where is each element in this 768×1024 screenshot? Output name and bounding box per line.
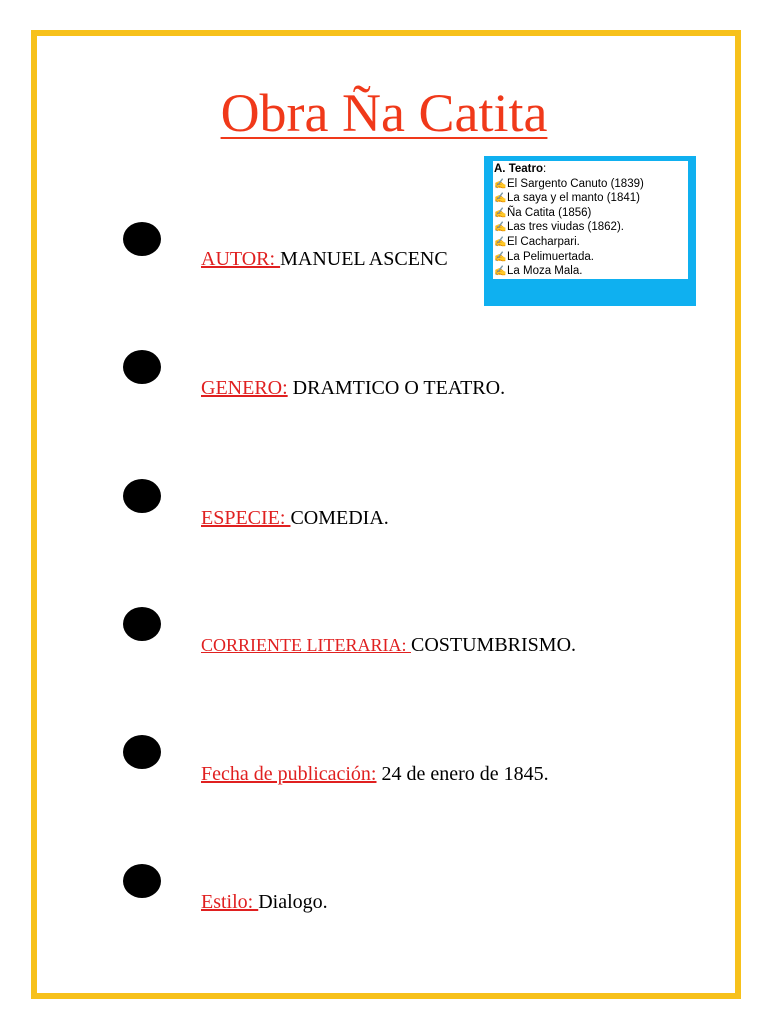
writing-hand-icon: ✍ (494, 266, 507, 278)
bullet-icon (123, 222, 161, 256)
note-item: ✍El Cacharpari. (494, 235, 580, 248)
bullet-icon (123, 607, 161, 641)
field-label: Fecha de publicación: (201, 763, 377, 785)
note-item: ✍La Moza Mala. (494, 265, 583, 278)
writing-hand-icon: ✍ (494, 193, 507, 205)
writing-hand-icon: ✍ (494, 251, 507, 263)
page-title: Obra Ña Catita (220, 83, 548, 143)
field-autor (201, 249, 448, 269)
writing-hand-icon: ✍ (494, 222, 507, 234)
field-value: DRAMTICO O TEATRO. (287, 377, 506, 399)
teatro-note-content (493, 161, 688, 279)
note-heading: A. Teatro: (494, 163, 547, 175)
field-corriente-literaria (201, 635, 576, 655)
field-value: Dialogo. (258, 891, 328, 913)
bullet-icon (123, 479, 161, 513)
writing-hand-icon: ✍ (494, 207, 507, 219)
writing-hand-icon: ✍ (494, 178, 507, 190)
note-item: ✍La saya y el manto (1841) (494, 192, 640, 205)
note-item: ✍El Sargento Canuto (1839) (494, 177, 644, 190)
teatro-note-box (484, 156, 696, 306)
note-item: ✍La Pelimuertada. (494, 250, 594, 263)
field-label: Estilo: (201, 891, 259, 913)
field-estilo (201, 892, 328, 912)
field-value: MANUEL ASCENC (280, 248, 448, 270)
note-item: ✍Ña Catita (1856) (494, 206, 592, 219)
bullet-icon (123, 864, 161, 898)
writing-hand-icon: ✍ (494, 236, 507, 248)
field-genero (201, 378, 505, 398)
field-label: ESPECIE: (201, 507, 291, 529)
field-value: COMEDIA. (290, 507, 389, 529)
field-value: COSTUMBRISMO. (410, 634, 577, 656)
bullet-icon (123, 735, 161, 769)
note-item: ✍Las tres viudas (1862). (494, 221, 624, 234)
field-label: CORRIENTE LITERARIA: (201, 635, 411, 655)
field-label: GENERO: (201, 377, 288, 399)
field-value: 24 de enero de 1845. (376, 763, 549, 785)
field-label: AUTOR: (201, 248, 281, 270)
field-especie (201, 508, 389, 528)
bullet-icon (123, 350, 161, 384)
field-fecha-publicacion (201, 764, 549, 784)
